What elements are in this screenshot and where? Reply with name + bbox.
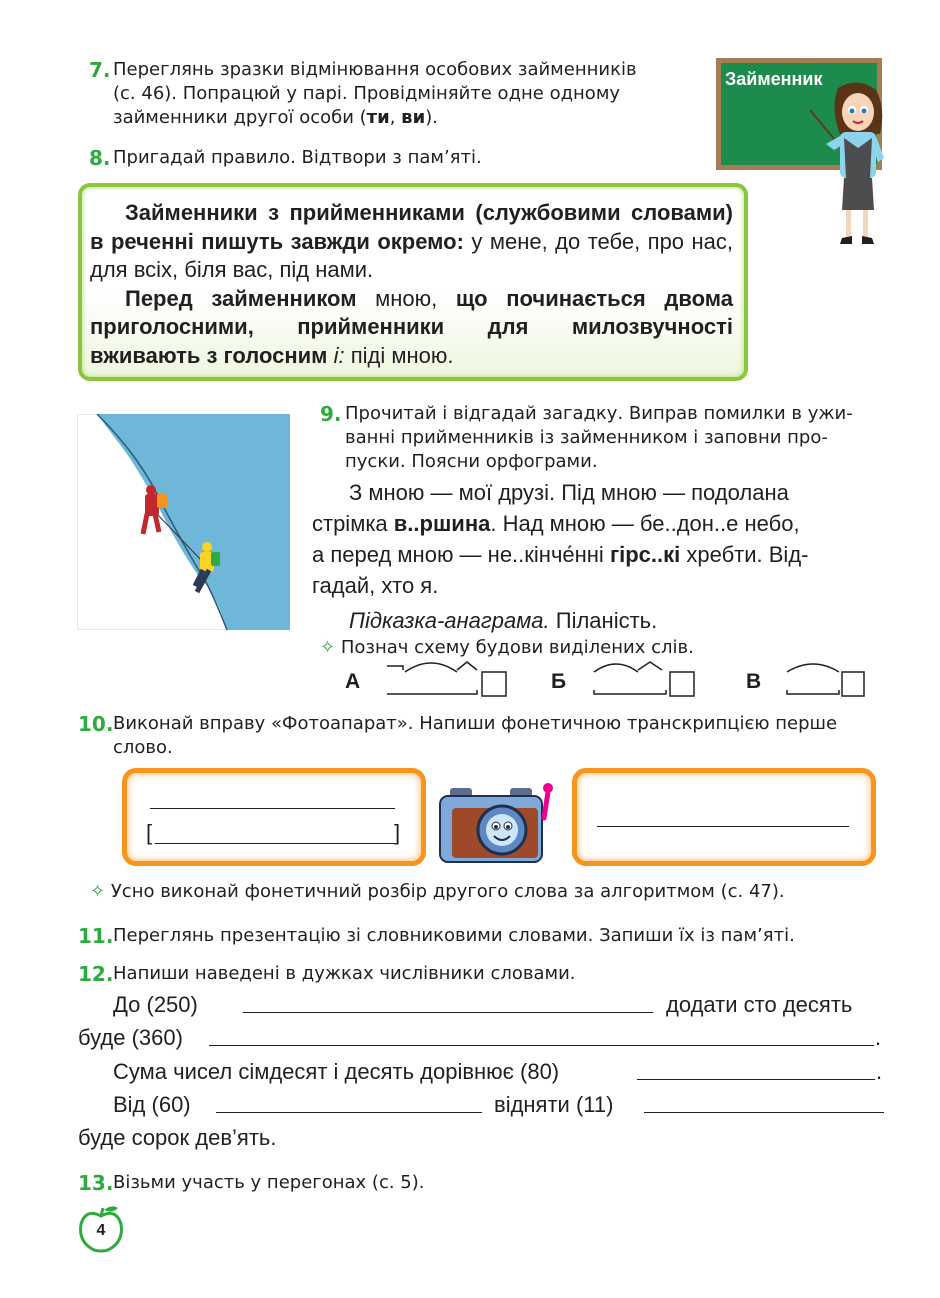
- answer-line-80[interactable]: [637, 1079, 875, 1080]
- task-10-number: 10.: [78, 712, 114, 736]
- task-10-text: Виконай вправу «Фотоапарат». Напиши фонетичною транскрипцією перше слово.: [113, 713, 838, 758]
- highlighted-word-2: гірс..кі: [609, 542, 681, 567]
- answer-box-right: [572, 768, 876, 866]
- task12-l5: буде сорок дев’ять.: [78, 1125, 277, 1150]
- task-7-number: 7.: [89, 58, 111, 82]
- task-8-text: Пригадай правило. Відтвори з пам’яті.: [113, 147, 482, 168]
- answer-line-360[interactable]: [209, 1045, 874, 1046]
- sparkle-icon: ✧: [320, 637, 336, 658]
- task-7-line3: займенники другої особи (ти, ви).: [113, 107, 438, 128]
- pronoun-ty: ти: [366, 107, 390, 128]
- answer-line-word[interactable]: [150, 808, 395, 809]
- hint-label: Підказка-анаграма.: [349, 608, 550, 633]
- hint-anagram: Піланість.: [555, 608, 658, 633]
- task-7-line2: (с. 46). Попрацюй у парі. Провідміняйте одне одному: [113, 83, 621, 104]
- task12-l4-a: Від (60): [113, 1092, 191, 1117]
- answer-line-11[interactable]: [644, 1112, 884, 1113]
- task-8-number: 8.: [89, 146, 111, 170]
- sparkle-icon: ✧: [90, 881, 106, 902]
- word-scheme-v: [783, 660, 867, 700]
- transcription-close-bracket: ]: [394, 820, 401, 845]
- task-12-number: 12.: [78, 962, 114, 986]
- word-scheme-b: [590, 660, 700, 700]
- scheme-label-v: В: [746, 670, 762, 693]
- task12-l4-b: відняти (11): [494, 1092, 614, 1117]
- riddle-text: З мною — мої друзі. Під мною — подолана стрімка в..ршина. Над мною — бе..дон..е небо, а перед мною — не..кінче́нні гірс..кі хребти. Від- гадай, хто я. Підказка-анаграма. Піланість.: [312, 480, 809, 633]
- rule-p1-bold: Займенники з прийменниками (службовими словами) в реченні пишуть завжди окремо:: [90, 200, 733, 254]
- answer-box-left: [122, 768, 426, 866]
- task12-l1-b: додати сто десять: [666, 992, 853, 1017]
- answer-line-250[interactable]: [243, 1012, 653, 1013]
- task-11-number: 11.: [78, 924, 114, 948]
- teacher-illustration: [800, 78, 900, 250]
- task-13-text: Візьми участь у перегонах (с. 5).: [113, 1172, 425, 1193]
- answer-line-60[interactable]: [216, 1112, 482, 1113]
- chalkboard-title: Займенник: [725, 69, 823, 89]
- climbers-illustration: [77, 414, 290, 630]
- answer-line-right[interactable]: [597, 826, 849, 827]
- task-10-subtask: ✧ Усно виконай фонетичний розбір другого слова за алгоритмом (с. 47).: [90, 881, 785, 902]
- scheme-label-a: А: [345, 670, 361, 693]
- rule-paragraph-2: Перед займенником мною, що починається двома приголосними, прийменники для милозвучності вживають з голосним і: піді мною.: [90, 285, 733, 368]
- page-number: 4: [96, 1222, 106, 1239]
- task-9-number: 9.: [320, 402, 342, 426]
- scheme-label-b: Б: [551, 670, 567, 693]
- task-9-subtask: ✧ Познач схему будови виділених слів.: [320, 637, 694, 658]
- task-9-instructions: Прочитай і відгадай загадку. Виправ помилки в ужи- ванні прийменників із займенником і заповни про- пуски. Поясни орфограми.: [345, 403, 853, 472]
- task12-l2-a: буде (360): [78, 1025, 183, 1050]
- task-7-text: [113, 58, 703, 130]
- task12-l3-a: Сума чисел сімдесят і десять дорівнює (80): [113, 1059, 560, 1084]
- task12-l1-a: До (250): [113, 992, 198, 1017]
- highlighted-word-1: в..ршина: [393, 511, 491, 536]
- rule-p1-regular: у мене, до тебе, про нас, для всіх, біля вас, під нами.: [90, 228, 733, 282]
- transcription-open-bracket: [: [146, 820, 153, 845]
- task-12-text: Напиши наведені в дужках числівники словами.: [113, 963, 576, 984]
- rule-text: [90, 199, 733, 370]
- task-13-number: 13.: [78, 1171, 114, 1195]
- rule-paragraph-1: [90, 199, 733, 285]
- word-scheme-a: [383, 660, 511, 700]
- task-7-line1: Переглянь зразки відмінювання особових займенників: [113, 59, 637, 80]
- camera-icon: [436, 778, 560, 866]
- task-11-text: Переглянь презентацію зі словниковими словами. Запиши їх із пам’яті.: [113, 925, 795, 946]
- pronoun-vy: ви: [401, 107, 426, 128]
- transcription-line[interactable]: [155, 843, 395, 844]
